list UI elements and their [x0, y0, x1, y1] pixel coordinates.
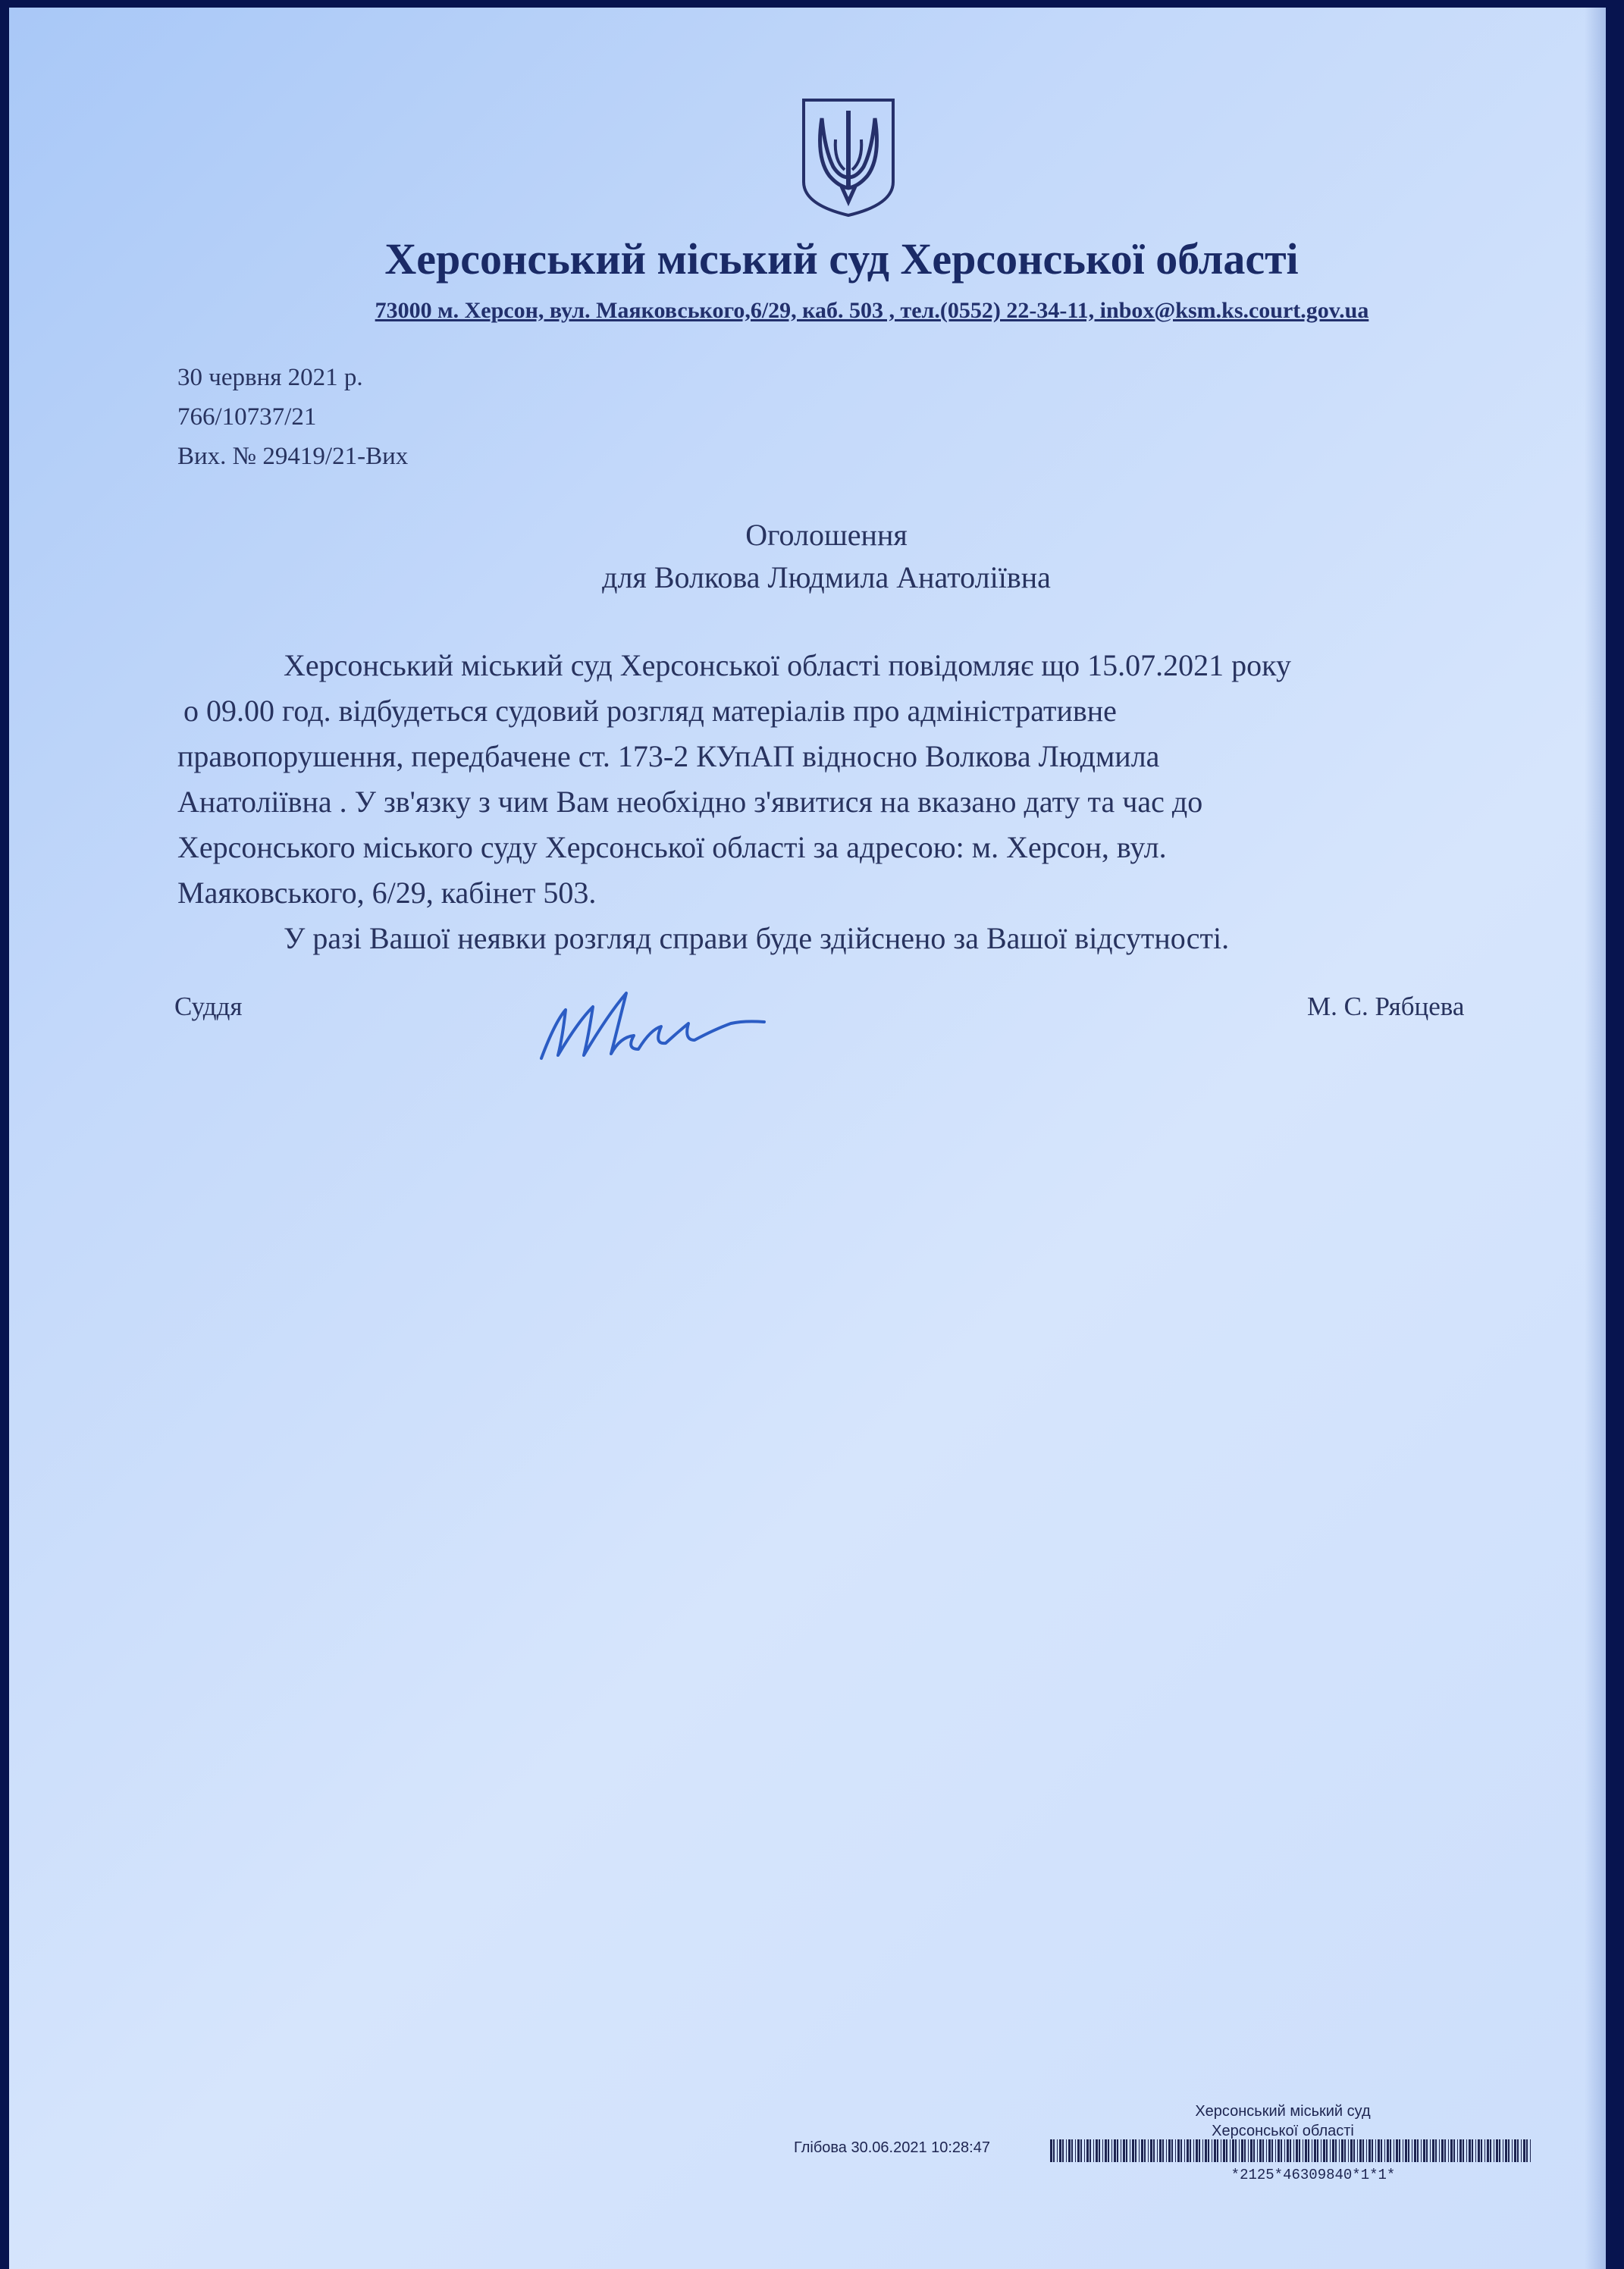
barcode-bar [1341, 2139, 1343, 2162]
barcode-bar [1144, 2139, 1146, 2162]
barcode-bar [1153, 2139, 1155, 2162]
barcode-bar [1290, 2139, 1291, 2162]
page-edge-shadow [1585, 8, 1606, 2269]
barcode-bar [1426, 2139, 1428, 2162]
barcode-bar [1469, 2139, 1471, 2162]
barcode-bar [1275, 2139, 1276, 2162]
barcode-bar [1253, 2139, 1255, 2162]
barcode-bar [1514, 2139, 1516, 2162]
barcode-bar [1111, 2139, 1112, 2162]
barcode-bar [1423, 2139, 1425, 2162]
barcode-bar [1226, 2139, 1227, 2162]
barcode-bar [1050, 2139, 1052, 2162]
footer-timestamp: Глібова 30.06.2021 10:28:47 [794, 2139, 990, 2156]
barcode-bar [1248, 2139, 1249, 2162]
barcode-bar [1308, 2139, 1309, 2162]
barcode-bar [1126, 2139, 1127, 2162]
barcode-bar [1084, 2139, 1085, 2162]
barcode-bar [1117, 2139, 1118, 2162]
barcode-bar [1089, 2139, 1091, 2162]
barcode-bar [1096, 2139, 1098, 2162]
barcode-bar [1296, 2139, 1298, 2162]
handwritten-signature [532, 976, 775, 1075]
barcode-bar [1396, 2139, 1398, 2162]
barcode-bar [1166, 2139, 1167, 2162]
barcode-bar [1093, 2139, 1094, 2162]
barcode-bar [1359, 2139, 1362, 2162]
barcode-bar [1223, 2139, 1225, 2162]
barcode-bar [1239, 2139, 1240, 2162]
barcode-bar [1381, 2139, 1382, 2162]
outgoing-number: Вих. № 29419/21-Вих [177, 443, 409, 470]
barcode-bar [1350, 2139, 1353, 2162]
barcode-bar [1214, 2139, 1216, 2162]
body-line: Маяковського, 6/29, кабінет 503. [177, 876, 597, 910]
barcode-bar [1266, 2139, 1267, 2162]
court-address: 73000 м. Херсон, вул. Маяковського,6/29, каб. 503 , тел.(0552) 22-34-11, inbox@ksm.ks.court.gov.ua [375, 298, 1369, 323]
barcode-bar [1435, 2139, 1437, 2162]
barcode-bar [1157, 2139, 1158, 2162]
barcode-bar [1208, 2139, 1209, 2162]
barcode-bar [1439, 2139, 1440, 2162]
barcode-bar [1332, 2139, 1334, 2162]
barcode-bar [1484, 2139, 1485, 2162]
barcode-bar [1496, 2139, 1498, 2162]
barcode-bar [1405, 2139, 1407, 2162]
barcode-bar [1184, 2139, 1185, 2162]
notice-title: Оголошення [745, 518, 908, 552]
barcode-bar [1086, 2139, 1089, 2162]
body-line: Анатоліївна . У зв'язку з чим Вам необхідно з'явитися на вказано дату та час до [177, 785, 1203, 819]
barcode-bar [1317, 2139, 1318, 2162]
barcode-icon [1050, 2139, 1535, 2162]
barcode-bar [1180, 2139, 1182, 2162]
document-page [9, 8, 1606, 2269]
barcode-bar [1457, 2139, 1458, 2162]
footer-court-block [1131, 2101, 1434, 2141]
barcode-bar [1281, 2139, 1282, 2162]
barcode-bar [1187, 2139, 1189, 2162]
barcode-bar [1284, 2139, 1285, 2162]
barcode-bar [1399, 2139, 1400, 2162]
barcode-bar [1499, 2139, 1500, 2162]
body-line: правопорушення, передбачене ст. 173-2 КУпАП відносно Волкова Людмила [177, 739, 1160, 773]
barcode-bar [1241, 2139, 1243, 2162]
barcode-bar [1244, 2139, 1246, 2162]
document-meta [177, 358, 408, 476]
barcode-bar [1387, 2139, 1389, 2162]
barcode-bar [1175, 2139, 1176, 2162]
barcode-bar [1459, 2139, 1462, 2162]
barcode-bar [1526, 2139, 1528, 2162]
barcode-bar [1132, 2139, 1134, 2162]
barcode-bar [1168, 2139, 1171, 2162]
barcode-bar [1430, 2139, 1431, 2162]
barcode-bar [1202, 2139, 1203, 2162]
barcode-bar [1421, 2139, 1422, 2162]
barcode-bar [1250, 2139, 1252, 2162]
barcode-bar [1193, 2139, 1194, 2162]
barcode-bar [1108, 2139, 1109, 2162]
barcode-bar [1372, 2139, 1373, 2162]
barcode-bar [1414, 2139, 1416, 2162]
barcode-bar [1512, 2139, 1513, 2162]
footer-court-line: Херсонський міський суд [1195, 2103, 1371, 2120]
barcode-bar [1271, 2139, 1273, 2162]
barcode-bar [1323, 2139, 1325, 2162]
barcode-bar [1466, 2139, 1467, 2162]
barcode-bar [1205, 2139, 1207, 2162]
barcode-bar [1257, 2139, 1258, 2162]
barcode-bar [1057, 2139, 1058, 2162]
barcode-bar [1450, 2139, 1453, 2162]
barcode-bar [1453, 2139, 1455, 2162]
barcode-bar [1444, 2139, 1446, 2162]
barcode-bar [1408, 2139, 1409, 2162]
barcode-bar [1487, 2139, 1489, 2162]
barcode-bar [1139, 2139, 1140, 2162]
barcode-bar [1075, 2139, 1076, 2162]
barcode-bar [1490, 2139, 1491, 2162]
barcode-number: *2125*46309840*1*1* [1231, 2167, 1396, 2183]
barcode-bar [1293, 2139, 1294, 2162]
barcode-bar [1102, 2139, 1103, 2162]
barcode-bar [1071, 2139, 1073, 2162]
barcode-bar [1530, 2139, 1531, 2162]
barcode-bar [1148, 2139, 1149, 2162]
body-line: Херсонський міський суд Херсонської області повідомляє що 15.07.2021 року [284, 648, 1292, 682]
barcode-bar [1162, 2139, 1164, 2162]
barcode-bar [1123, 2139, 1125, 2162]
barcode-bar [1472, 2139, 1473, 2162]
barcode-bar [1217, 2139, 1218, 2162]
barcode-bar [1508, 2139, 1510, 2162]
barcode-bar [1357, 2139, 1358, 2162]
barcode-bar [1375, 2139, 1376, 2162]
judge-name: М. С. Рябцева [1307, 992, 1465, 1021]
case-number: 766/10737/21 [177, 403, 317, 431]
barcode-bar [1141, 2139, 1143, 2162]
barcode-bar [1344, 2139, 1346, 2162]
barcode-bar [1053, 2139, 1055, 2162]
barcode-bar [1335, 2139, 1337, 2162]
barcode-bar [1378, 2139, 1380, 2162]
barcode-bar [1339, 2139, 1340, 2162]
barcode-bar [1235, 2139, 1237, 2162]
barcode-bar [1080, 2139, 1082, 2162]
barcode-bar [1448, 2139, 1449, 2162]
footer-court-line: Херсонської області [1212, 2123, 1354, 2139]
barcode-bar [1505, 2139, 1507, 2162]
barcode-bar [1199, 2139, 1200, 2162]
barcode-bar [1432, 2139, 1434, 2162]
barcode-bar [1259, 2139, 1262, 2162]
notice-body [177, 643, 1512, 961]
barcode-bar [1230, 2139, 1231, 2162]
barcode-bar [1177, 2139, 1180, 2162]
barcode-bar [1062, 2139, 1064, 2162]
body-line: о 09.00 год. відбудеться судовий розгляд матеріалів про адміністративне [183, 694, 1117, 728]
barcode-bar [1417, 2139, 1419, 2162]
barcode-bar [1330, 2139, 1331, 2162]
body-line: Херсонського міського суду Херсонської області за адресою: м. Херсон, вул. [177, 830, 1167, 864]
barcode-bar [1475, 2139, 1476, 2162]
barcode-bar [1353, 2139, 1355, 2162]
barcode-bar [1268, 2139, 1271, 2162]
barcode-bar [1390, 2139, 1391, 2162]
barcode-bar [1478, 2139, 1480, 2162]
barcode-bar [1287, 2139, 1289, 2162]
barcode-bar [1523, 2139, 1525, 2162]
barcode-bar [1299, 2139, 1300, 2162]
barcode-bar [1441, 2139, 1444, 2162]
barcode-bar [1314, 2139, 1316, 2162]
barcode-bar [1366, 2139, 1367, 2162]
barcode-bar [1384, 2139, 1385, 2162]
barcode-bar [1059, 2139, 1061, 2162]
barcode-bar [1348, 2139, 1349, 2162]
barcode-bar [1481, 2139, 1482, 2162]
signature-label: Суддя [174, 992, 243, 1021]
barcode-bar [1150, 2139, 1152, 2162]
document-date: 30 червня 2021 р. [177, 364, 363, 391]
barcode-bar [1368, 2139, 1371, 2162]
barcode-bar [1159, 2139, 1162, 2162]
barcode-bar [1517, 2139, 1519, 2162]
barcode-bar [1521, 2139, 1522, 2162]
barcode-bar [1362, 2139, 1364, 2162]
barcode-bar [1068, 2139, 1071, 2162]
barcode-bar [1171, 2139, 1173, 2162]
closing-line: У разі Вашої неявки розгляд справи буде здійснено за Вашої відсутності. [284, 921, 1230, 955]
barcode-bar [1278, 2139, 1280, 2162]
trident-icon [799, 97, 898, 218]
barcode-bar [1232, 2139, 1234, 2162]
barcode-bar [1135, 2139, 1136, 2162]
barcode-bar [1066, 2139, 1067, 2162]
barcode-bar [1326, 2139, 1328, 2162]
barcode-bar [1463, 2139, 1464, 2162]
barcode-bar [1077, 2139, 1080, 2162]
court-name: Херсонський міський суд Херсонської області [384, 234, 1299, 284]
barcode-bar [1190, 2139, 1191, 2162]
barcode-bar [1099, 2139, 1100, 2162]
notice-recipient: для Волкова Людмила Анатоліївна [602, 560, 1051, 594]
barcode-bar [1196, 2139, 1198, 2162]
barcode-bar [1262, 2139, 1264, 2162]
barcode-bar [1105, 2139, 1107, 2162]
barcode-bar [1114, 2139, 1116, 2162]
barcode-bar [1305, 2139, 1307, 2162]
